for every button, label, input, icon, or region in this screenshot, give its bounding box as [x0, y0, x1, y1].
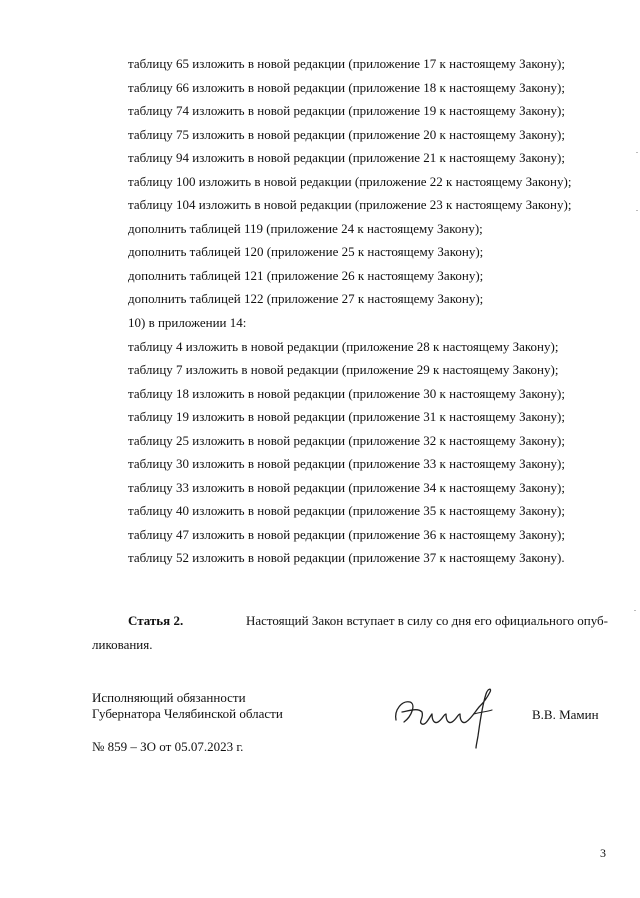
scan-mark [636, 152, 638, 153]
amendment-line: дополнить таблицей 122 (приложение 27 к настоящему Закону); [128, 291, 484, 307]
article-title: Статья 2. [128, 613, 184, 628]
amendment-line: таблицу 40 изложить в новой редакции (приложение 35 к настоящему Закону); [128, 503, 565, 519]
amendment-line: таблицу 25 изложить в новой редакции (приложение 32 к настоящему Закону); [128, 432, 565, 448]
amendment-line: дополнить таблицей 120 (приложение 25 к настоящему Закону); [128, 244, 484, 260]
article-text: Настоящий Закон вступает в силу со дня его официального опуб- [245, 613, 608, 628]
amendment-line: таблицу 75 изложить в новой редакции (приложение 20 к настоящему Закону); [128, 126, 565, 142]
amendment-line: таблицу 19 изложить в новой редакции (приложение 31 к настоящему Закону); [128, 409, 565, 425]
signatory-name: В.В. Мамин [532, 707, 599, 722]
signatory-title [92, 690, 283, 722]
amendment-line: таблицу 4 изложить в новой редакции (приложение 28 к настоящему Закону); [128, 338, 559, 354]
amendment-line: дополнить таблицей 119 (приложение 24 к настоящему Закону); [128, 220, 483, 236]
page-number: 3 [600, 846, 606, 860]
amendment-line: таблицу 74 изложить в новой редакции (приложение 19 к настоящему Закону); [128, 103, 565, 119]
amendment-line: таблицу 94 изложить в новой редакции (приложение 21 к настоящему Закону); [128, 150, 565, 166]
amendment-list [128, 56, 608, 574]
article-2 [92, 613, 608, 652]
amendment-line: таблицу 47 изложить в новой редакции (приложение 36 к настоящему Закону); [128, 526, 565, 542]
handwritten-signature [388, 682, 508, 752]
amendment-line: таблицу 52 изложить в новой редакции (приложение 37 к настоящему Закону). [128, 550, 565, 566]
amendment-line: таблицу 104 изложить в новой редакции (приложение 23 к настоящему Закону); [128, 197, 572, 213]
law-number: № 859 – ЗО от 05.07.2023 г. [92, 739, 244, 754]
amendment-line: таблицу 100 изложить в новой редакции (приложение 22 к настоящему Закону); [128, 173, 572, 189]
amendment-line: таблицу 18 изложить в новой редакции (приложение 30 к настоящему Закону); [128, 385, 565, 401]
amendment-line: таблицу 7 изложить в новой редакции (приложение 29 к настоящему Закону); [128, 362, 559, 378]
amendment-line: таблицу 30 изложить в новой редакции (приложение 33 к настоящему Закону); [128, 456, 565, 472]
appendix-heading: 10) в приложении 14: [128, 315, 247, 331]
article-2-first-line [128, 613, 608, 629]
scan-mark [634, 610, 636, 611]
amendment-line: таблицу 33 изложить в новой редакции (приложение 34 к настоящему Закону); [128, 479, 565, 495]
article-text-continuation: ликования. [92, 637, 153, 652]
amendment-line: таблицу 65 изложить в новой редакции (приложение 17 к настоящему Закону); [128, 56, 565, 71]
signatory-title-line: Губернатора Челябинской области [92, 706, 283, 721]
amendment-line: таблицу 66 изложить в новой редакции (приложение 18 к настоящему Закону); [128, 79, 565, 95]
signatory-title-line: Исполняющий обязанности [92, 690, 246, 705]
scan-mark [636, 210, 638, 211]
amendment-line: дополнить таблицей 121 (приложение 26 к настоящему Закону); [128, 267, 484, 283]
